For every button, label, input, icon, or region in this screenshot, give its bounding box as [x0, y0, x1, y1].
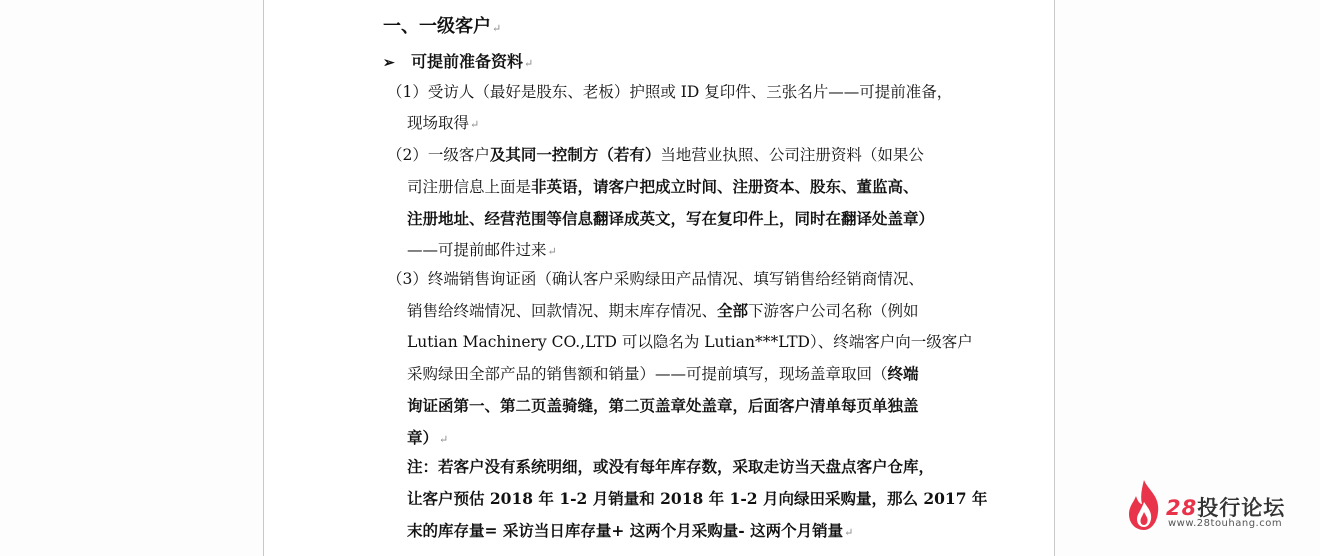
item3-line6: 章）↵ [407, 428, 449, 447]
heading-level-1 [383, 12, 501, 38]
item3-line4: 采购绿田全部产品的销售额和销量）——可提前填写，现场盖章取回（终端 [407, 364, 919, 383]
list-item-2 [387, 139, 939, 267]
paragraph-mark: ↵ [547, 245, 557, 258]
paragraph-mark: ↵ [844, 526, 854, 539]
heading2-text: 可提前准备资料 [411, 52, 524, 71]
list-item-3 [387, 264, 973, 455]
item3-line5: 询证函第一、第二页盖骑缝，第二页盖章处盖章，后面客户清单每页单独盖 [407, 396, 919, 415]
flame-icon [1124, 478, 1164, 534]
document-page[interactable] [264, 0, 1054, 556]
item2-line4: ——可提前邮件过来↵ [407, 241, 557, 259]
arrow-bullet-icon: ➢ [383, 55, 395, 71]
list-item-1 [387, 77, 953, 140]
paragraph-mark: ↵ [492, 22, 502, 35]
paragraph-mark: ↵ [524, 57, 534, 70]
item1-line1: （1）受访人（最好是股东、老板）护照或 ID 复印件、三张名片——可提前准备， [387, 83, 953, 101]
item2-line3: 注册地址、经营范围等信息翻译成英文，写在复印件上，同时在翻译处盖章） [407, 209, 935, 228]
paragraph-mark: ↵ [439, 433, 449, 446]
item2-line1: （2）一级客户及其同一控制方（若有）当地营业执照、公司注册资料（如果公 [387, 145, 924, 164]
paragraph-mark: ↵ [470, 118, 480, 131]
page-right-edge [1054, 0, 1055, 556]
item3-line3: Lutian Machinery CO.,LTD 可以隐名为 Lutian***LTD）、终端客户向一级客户 [407, 333, 973, 351]
heading1-text: 一、一级客户 [383, 16, 491, 37]
watermark-logo [1124, 478, 1304, 534]
note-line1: 注：若客户没有系统明细，或没有每年库存数，采取走访当天盘点客户仓库， [407, 457, 935, 476]
item3-line2: 销售给终端情况、回款情况、期末库存情况、全部下游客户公司名称（例如 [407, 301, 919, 320]
note-paragraph [387, 451, 988, 548]
item1-line2: 现场取得↵ [407, 114, 480, 132]
note-line2: 让客户预估 2018 年 1-2 月销量和 2018 年 1-2 月向绿田采购量，那么 2017 年 [407, 489, 988, 508]
watermark-brand: 28投行论坛 [1166, 496, 1286, 520]
note-line3: 末的库存量= 采访当日库存量+ 这两个月采购量- 这两个月销量↵ [407, 521, 854, 540]
watermark-url: www.28touhang.com [1168, 518, 1283, 529]
heading-level-2 [383, 49, 533, 72]
item3-line1: （3）终端销售询证函（确认客户采购绿田产品情况、填写销售给经销商情况、 [387, 270, 924, 288]
item2-line2: 司注册信息上面是非英语，请客户把成立时间、注册资本、股东、董监高、 [407, 177, 919, 196]
